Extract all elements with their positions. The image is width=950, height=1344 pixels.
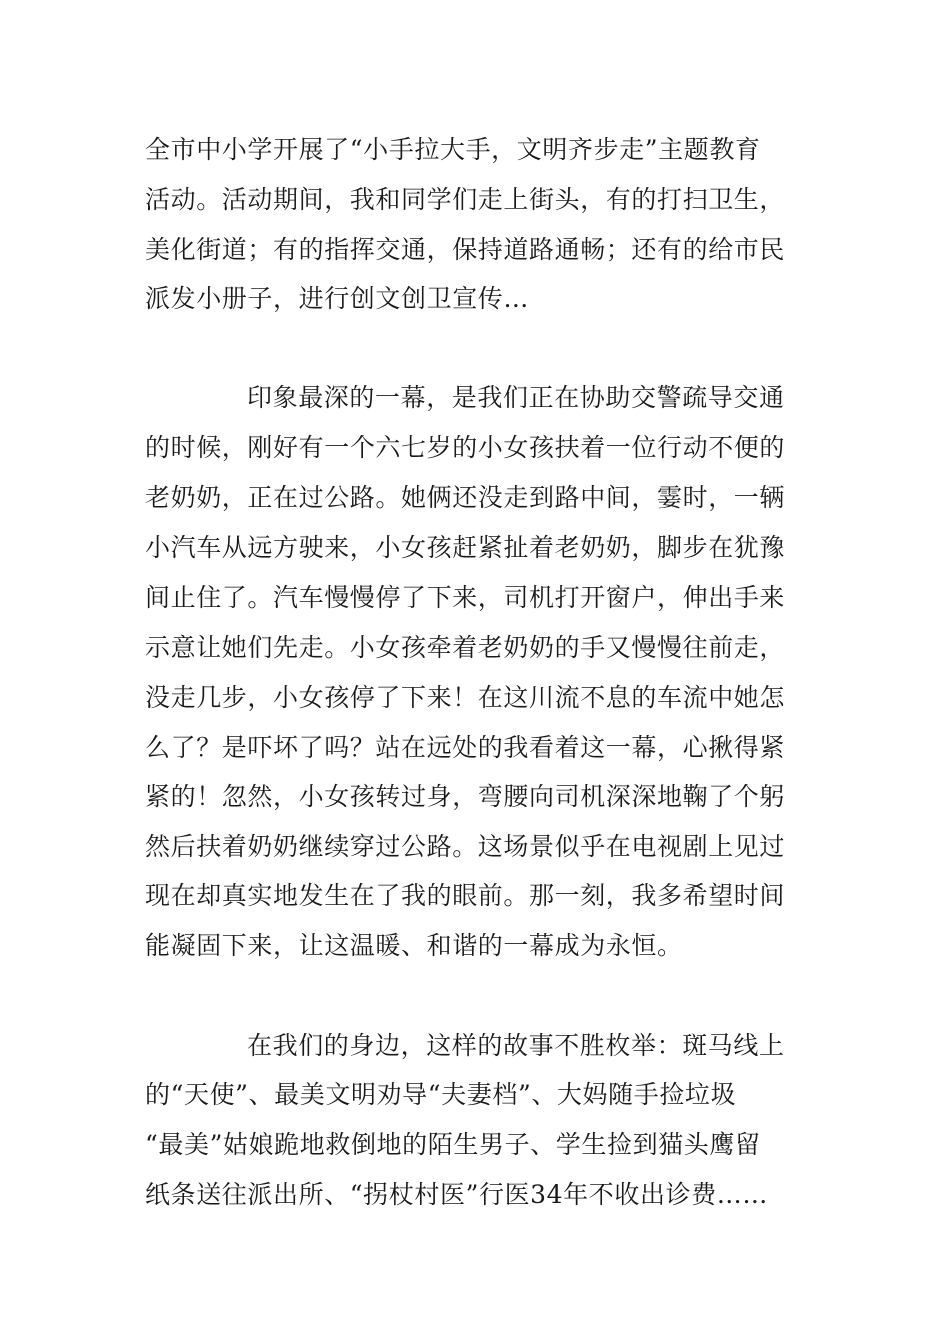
text-line: 现在却真实地发生在了我的眼前。那一刻，我多希望时间 — [145, 881, 786, 910]
text-line: 纸条送往派出所、“拐杖村医”行医34年不收出诊费…… — [145, 1180, 768, 1209]
text-line: 美化街道；有的指挥交通，保持道路通畅；还有的给市民 — [145, 235, 786, 264]
text-line: 然后扶着奶奶继续穿过公路。这场景似乎在电视剧上见过 — [145, 832, 786, 861]
text-line: 老奶奶，正在过公路。她俩还没走到路中间，霎时，一辆 — [145, 483, 786, 512]
text-line: 印象最深的一幕，是我们正在协助交警疏导交通 — [247, 383, 785, 412]
text-line: 能凝固下来，让这温暖、和谐的一幕成为永恒。 — [145, 931, 683, 960]
text-line: 紧的！忽然，小女孩转过身，弯腰向司机深深地鞠了个躬 — [145, 782, 786, 811]
text-line: “最美”姑娘跪地救倒地的陌生男子、学生捡到猫头鹰留 — [145, 1130, 761, 1159]
text-line: 示意让她们先走。小女孩牵着老奶奶的手又慢慢往前走， — [145, 633, 786, 662]
text-line: 么了？是吓坏了吗？站在远处的我看着这一幕，心揪得紧 — [145, 733, 786, 762]
text-line: 的时候，刚好有一个六七岁的小女孩扶着一位行动不便的 — [145, 433, 786, 462]
text-line: 没走几步，小女孩停了下来！在这川流不息的车流中她怎 — [145, 683, 786, 712]
text-line: 派发小册子，进行创文创卫宣传… — [145, 284, 530, 313]
text-line: 的“天使”、最美文明劝导“夫妻档”、大妈随手捡垃圾 — [145, 1080, 737, 1109]
text-line: 在我们的身边，这样的故事不胜枚举：斑马线上 — [247, 1031, 785, 1060]
text-line: 间止住了。汽车慢慢停了下来，司机打开窗户，伸出手来 — [145, 583, 786, 612]
text-line: 全市中小学开展了“小手拉大手，文明齐步走”主题教育 — [145, 135, 761, 164]
text-line: 小汽车从远方驶来，小女孩赶紧扯着老奶奶，脚步在犹豫 — [145, 533, 786, 562]
text-line: 活动。活动期间，我和同学们走上街头，有的打扫卫生， — [145, 185, 786, 214]
